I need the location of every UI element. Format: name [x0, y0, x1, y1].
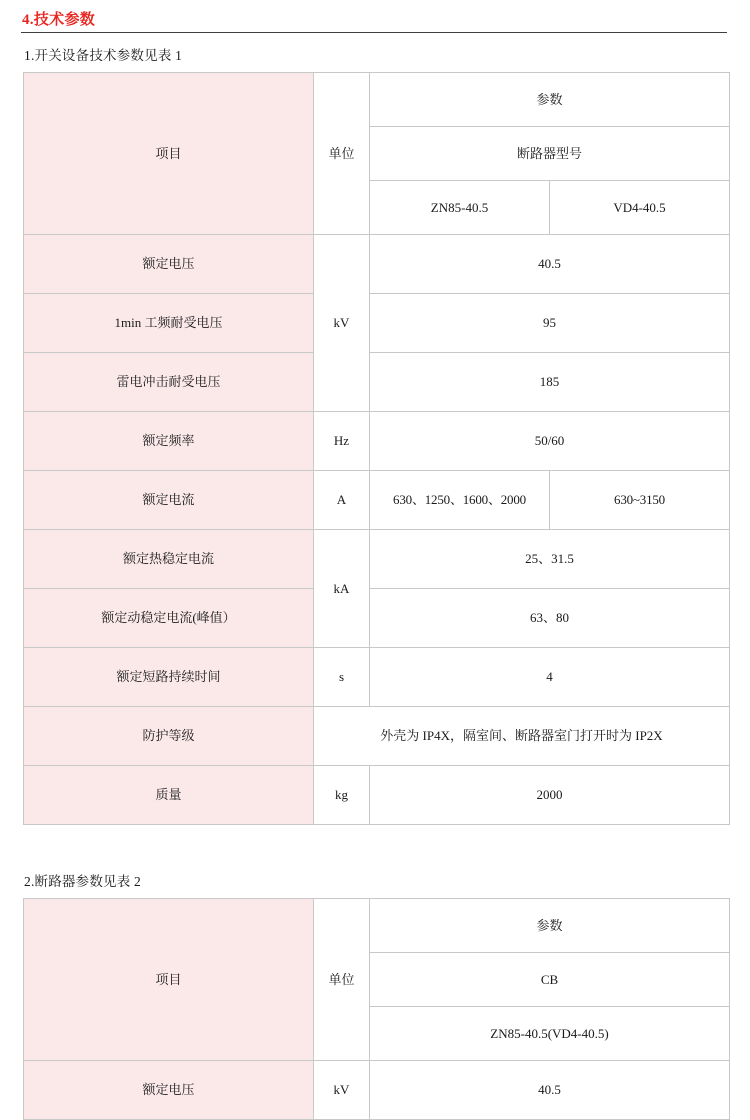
row-label: 额定电压: [24, 235, 314, 294]
header-cb: CB: [370, 953, 730, 1007]
row-value: 63、80: [370, 589, 730, 648]
title-divider: [21, 32, 727, 33]
section-gap: [22, 825, 728, 859]
row-value: 4: [370, 648, 730, 707]
table-row: [24, 707, 730, 766]
row-label: 额定短路持续时间: [24, 648, 314, 707]
header-param: 参数: [370, 73, 730, 127]
document-page: [0, 8, 750, 1098]
table-header-row-1: [24, 73, 730, 127]
table1-caption: 1.开关设备技术参数见表 1: [24, 48, 183, 63]
table2-caption: 2.断路器参数见表 2: [24, 874, 141, 889]
row-unit: kg: [314, 766, 370, 825]
header-item: 项目: [24, 899, 314, 1061]
table-row: [24, 530, 730, 589]
row-value: 40.5: [370, 235, 730, 294]
table-row: [24, 294, 730, 353]
table-row: [24, 471, 730, 530]
row-value: 40.5: [370, 1061, 730, 1120]
table-row: [24, 1061, 730, 1120]
row-value: 外壳为 IP4X，隔室间、断路器室门打开时为 IP2X: [314, 707, 730, 766]
row-value: 185: [370, 353, 730, 412]
row-unit: Hz: [314, 412, 370, 471]
row-unit: kV: [314, 235, 370, 412]
row-value: 25、31.5: [370, 530, 730, 589]
row-label: 额定电流: [24, 471, 314, 530]
row-unit: kA: [314, 530, 370, 648]
header-unit: 单位: [314, 899, 370, 1061]
row-label: 额定电压: [24, 1061, 314, 1120]
table-row: [24, 766, 730, 825]
row-label: 质量: [24, 766, 314, 825]
header-breaker-type: 断路器型号: [370, 127, 730, 181]
breaker-spec-table: [23, 898, 730, 1120]
table-row: [24, 353, 730, 412]
row-label: 额定频率: [24, 412, 314, 471]
header-model: ZN85-40.5(VD4-40.5): [370, 1007, 730, 1061]
row-value-b: 630~3150: [550, 471, 730, 530]
row-value: 50/60: [370, 412, 730, 471]
row-unit: A: [314, 471, 370, 530]
row-label: 额定热稳定电流: [24, 530, 314, 589]
header-item: 项目: [24, 73, 314, 235]
header-unit: 单位: [314, 73, 370, 235]
row-label: 防护等级: [24, 707, 314, 766]
header-model-a: ZN85-40.5: [370, 181, 550, 235]
row-label: 1min 工频耐受电压: [24, 294, 314, 353]
table-row: [24, 589, 730, 648]
table-row: [24, 412, 730, 471]
row-label: 额定动稳定电流(峰值）: [24, 589, 314, 648]
table2-header-row-1: [24, 899, 730, 953]
row-unit: kV: [314, 1061, 370, 1120]
page-title: 4.技术参数: [22, 12, 96, 28]
row-value-a: 630、1250、1600、2000: [370, 471, 550, 530]
row-unit: s: [314, 648, 370, 707]
header-model-b: VD4-40.5: [550, 181, 730, 235]
row-value: 95: [370, 294, 730, 353]
row-value: 2000: [370, 766, 730, 825]
table-row: [24, 648, 730, 707]
row-label: 雷电冲击耐受电压: [24, 353, 314, 412]
switchgear-spec-table: [23, 72, 730, 825]
header-param: 参数: [370, 899, 730, 953]
table-row: [24, 235, 730, 294]
